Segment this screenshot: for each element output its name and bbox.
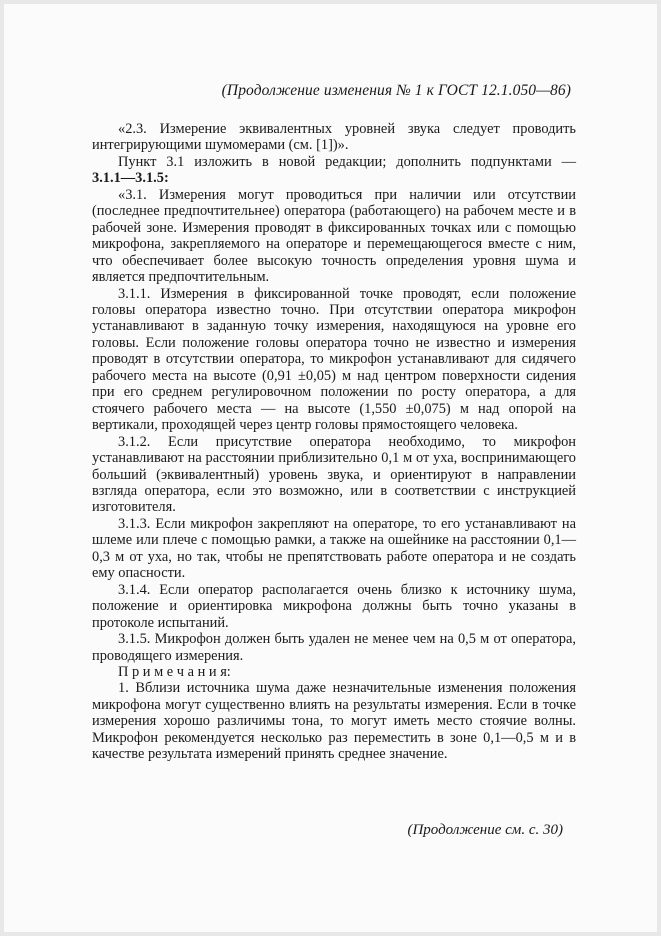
- document-page: [4, 4, 657, 932]
- paragraph-3-1: «3.1. Измерения могут проводиться при наличии или отсутствии (последнее предпочтительнее) оператора (работающего) на рабочем месте и в рабочей зоне. Измерения проводят в фиксированных точках или с помощью микрофона, закрепляемого на операторе и перемещающегося вместе с ним, что обеспечивает более высокую точность определения уровня шума и является предпочтительным.: [92, 186, 576, 286]
- paragraph-subclauses: [92, 170, 576, 186]
- subclauses-range: 3.1.1—3.1.5:: [92, 170, 169, 187]
- note-1: 1. Вблизи источника шума даже незначительные изменения положения микрофона могут существенно влиять на результаты измерения. Если в точке измерения хорошо различимы тона, то могут иметь место стоячие волны. Микрофон рекомендуется несколько раз переместить в зоне 0,1—0,5 м и в качестве результата измерений принять среднее значение.: [92, 680, 576, 763]
- continuation-header: (Продолжение изменения № 1 к ГОСТ 12.1.050—86): [221, 82, 571, 99]
- paragraph-3-1-5: 3.1.5. Микрофон должен быть удален не менее чем на 0,5 м от оператора, проводящего измерения.: [92, 631, 576, 664]
- paragraph-3-1-4: 3.1.4. Если оператор располагается очень близко к источнику шума, положение и ориентировка микрофона должны быть точно указаны в протоколе испытаний.: [92, 581, 576, 631]
- paragraph-3-1-3: 3.1.3. Если микрофон закрепляют на операторе, то его устанавливают на шлеме или плече с помощью рамки, а также на ошейнике на расстоянии 0,1—0,3 м от уха, но так, чтобы не препятствовать работе оператора и не создать ему опасности.: [92, 515, 576, 582]
- document-body: [92, 121, 576, 763]
- paragraph-instruction: Пункт 3.1 изложить в новой редакции; дополнить подпунктами —: [118, 153, 576, 170]
- continuation-footer: (Продолжение см. с. 30): [407, 822, 563, 838]
- paragraph-3-1-2: 3.1.2. Если присутствие оператора необходимо, то микрофон устанавливают на расстоянии приблизительно 0,1 м от уха, воспринимающего больший (эквивалентный) уровень звука, и ориентируют в направлении взгляда оператора, если это возможно, или в соответствии с инструкцией изготовителя.: [92, 433, 576, 516]
- paragraph-2-3: «2.3. Измерение эквивалентных уровней звука следует проводить интегрирующими шумомерами (см. [1])».: [92, 121, 576, 154]
- paragraph-3-1-1: 3.1.1. Измерения в фиксированной точке проводят, если положение головы оператора известно точно. При отсутствии оператора микрофон устанавливают в заданную точку измерения, находящуюся на уровне его головы. Если положение головы оператора точно не известно и измерения проводят в отсутствии оператора, то микрофон устанавливают для сидячего рабочего места на высоте (0,91 ±0,05) м над центром поверхности сидения при его среднем регулировочном положении по росту оператора, а для стоячего рабочего места — на высоте (1,550 ±0,075) м над опорой на вертикали, проходящей через центр головы прямостоящего человека.: [92, 285, 576, 434]
- notes-heading: П р и м е ч а н и я:: [118, 663, 231, 680]
